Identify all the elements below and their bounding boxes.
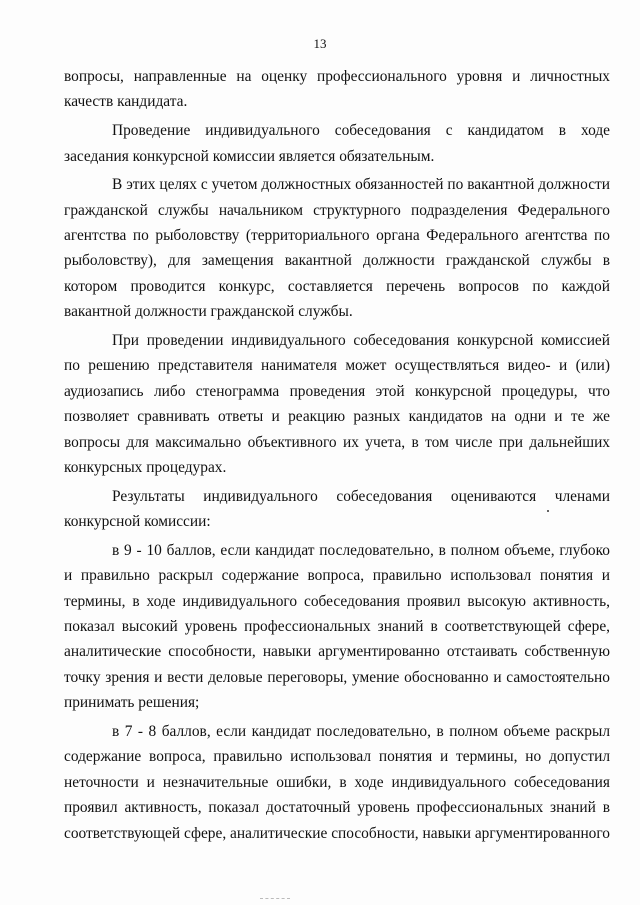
- paragraph-continuation: вопросы, направленные на оценку профессионального уровня и личностных качеств кандидата.: [64, 68, 610, 111]
- paragraph-video-recording: При проведении индивидуального собеседования конкурсной комиссией по решению представителя нанимателя может осуществляться видео- и (или) аудиозапись либо стенограмма проведения этой конкурсной процедуры, что позволяет сравнивать ответы и реакцию разных кандидатов на одни и те же вопросы для максимально объективного их учета, в том числе при дальнейших конкурсных процедурах.: [64, 331, 610, 476]
- document-body: [64, 64, 610, 846]
- paragraph-results-intro: Результаты индивидуального собеседования оцениваются членами конкурсной комиссии:: [64, 487, 610, 531]
- paragraph-interview-mandatory: Проведение индивидуального собеседования с кандидатом в ходе заседания конкурсной комиссии является обязательным.: [64, 122, 610, 165]
- paragraph-question-list: В этих целях с учетом должностных обязанностей по вакантной должности гражданской службы начальником структурного подразделения Федерального агентства по рыболовству (территориального органа Федерального агентства по рыболовству), для замещения вакантной должности гражданской службы в котором проводится конкурс, составляется перечень вопросов по каждой вакантной должности гражданской службы.: [64, 176, 610, 321]
- page-number: 13: [313, 36, 327, 51]
- scan-edge-mark: [260, 898, 290, 900]
- paragraph-score-9-10: в 9 - 10 баллов, если кандидат последовательно, в полном объеме, глубоко и правильно раскрыл содержание вопроса, правильно использовал понятия и термины, в ходе индивидуального собеседования проявил высокую активность, показал высокий уровень профессиональных знаний в соответствующей сфере, аналитические способности, навыки аргументированно отстаивать собственную точку зрения и вести деловые переговоры, умение обоснованно и самостоятельно принимать решения;: [64, 541, 610, 712]
- scan-speck: [547, 510, 549, 512]
- paragraph-score-7-8: в 7 - 8 баллов, если кандидат последовательно, в полном объеме раскрыл содержание вопроса, правильно использовал понятия и термины, но допустил неточности и незначительные ошибки, в ходе индивидуального собеседования проявил активность, показал достаточный уровень профессиональных знаний в соответствующей сфере, аналитические способности, навыки аргументированного: [64, 722, 610, 842]
